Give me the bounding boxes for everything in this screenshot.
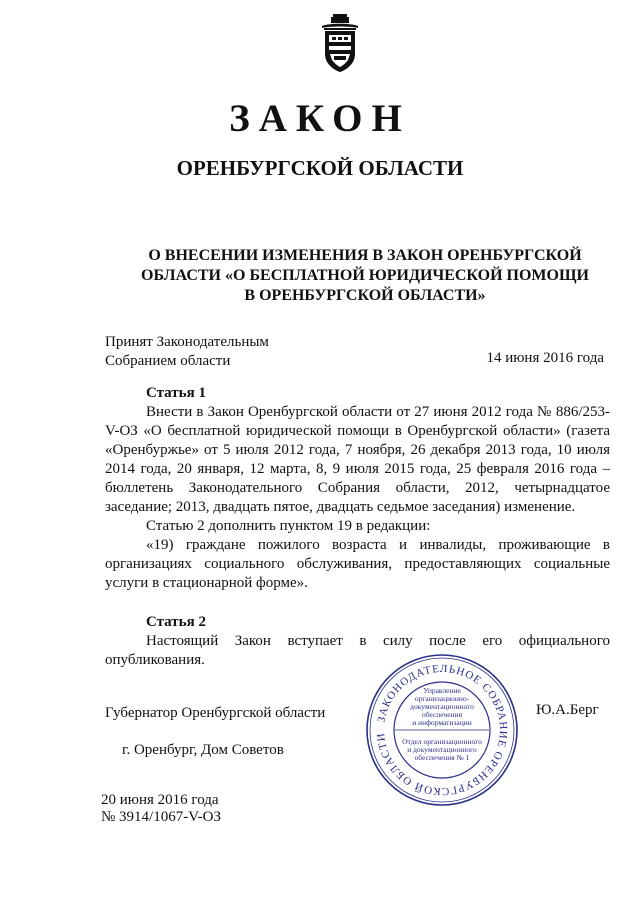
stamp-inner-line: и информатизации: [412, 718, 472, 727]
stamp-inner-line: и документационного: [407, 745, 477, 754]
article-1-paragraph: Внести в Закон Оренбургской области от 27 июня 2012 года № 886/253-V-ОЗ «О бесплатной юридической помощи в Оренбургской области» (газета «Оренбуржье» от 5 июля 2012 года, 7 ноября, 26 декабря 2013 года, 10 июля 2014 года, 20 января, 12 марта, 8, 9 июля 2015 года, 25 февраля 2016 года – бюллетень Законодательного Собрания области, 2012, четырнадцатое заседание; 2013, двадцать пятое, двадцать седьмое заседания) изменение.: [105, 404, 610, 515]
signatory-name: Ю.А.Берг: [536, 702, 599, 718]
document-subtitle: ОРЕНБУРГСКОЙ ОБЛАСТИ: [176, 156, 464, 180]
law-number: № 3914/1067-V-ОЗ: [101, 809, 222, 825]
stamp-inner-line: Отдел организационного: [402, 737, 482, 746]
law-title-line: В ОРЕНБУРГСКОЙ ОБЛАСТИ»: [244, 287, 486, 304]
document-title: ЗАКОН: [229, 97, 411, 140]
article-2-paragraph: Настоящий Закон вступает в силу после его официального опубликования.: [105, 633, 610, 668]
stamp-inner-line: обеспечения № 1: [414, 753, 470, 762]
signing-place: г. Оренбург, Дом Советов: [122, 742, 284, 758]
adoption-line: Собранием области: [105, 353, 231, 369]
signing-date: 20 июня 2016 года: [101, 792, 219, 808]
law-title-line: ОБЛАСТИ «О БЕСПЛАТНОЙ ЮРИДИЧЕСКОЙ ПОМОЩИ: [141, 267, 589, 284]
adoption-date: 14 июня 2016 года: [486, 350, 604, 366]
stamp-ring-text: ЗАКОНОДАТЕЛЬНОЕ СОБРАНИЕ ОРЕНБУРГСКОЙ ОБЛАСТИ: [374, 662, 510, 798]
adoption-line: Принят Законодательным: [105, 334, 269, 350]
coat-of-arms-icon: [318, 14, 362, 74]
adoption-note: [105, 333, 269, 371]
article-1-body: [105, 403, 610, 593]
stamp-inner-line: организационно-: [414, 694, 470, 703]
article-1-paragraph: «19) граждане пожилого возраста и инвалиды, проживающие в организациях социального обслуживания, предоставляющих социальные услуги в стационарной форме».: [105, 537, 610, 591]
stamp-inner-line: Управление: [423, 686, 461, 695]
law-title: [140, 246, 590, 306]
signatory-position: Губернатор Оренбургской области: [105, 705, 326, 721]
article-1-paragraph: Статью 2 дополнить пунктом 19 в редакции:: [146, 518, 431, 534]
article-1-heading: Статья 1: [146, 385, 206, 401]
stamp-inner-line: документационного: [410, 702, 474, 711]
article-2-body: [105, 632, 610, 670]
stamp-inner-line: обеспечения: [421, 710, 463, 719]
article-2-heading: Статья 2: [146, 614, 206, 630]
law-title-line: О ВНЕСЕНИИ ИЗМЕНЕНИЯ В ЗАКОН ОРЕНБУРГСКОЙ: [148, 247, 582, 264]
official-stamp: [364, 652, 520, 808]
